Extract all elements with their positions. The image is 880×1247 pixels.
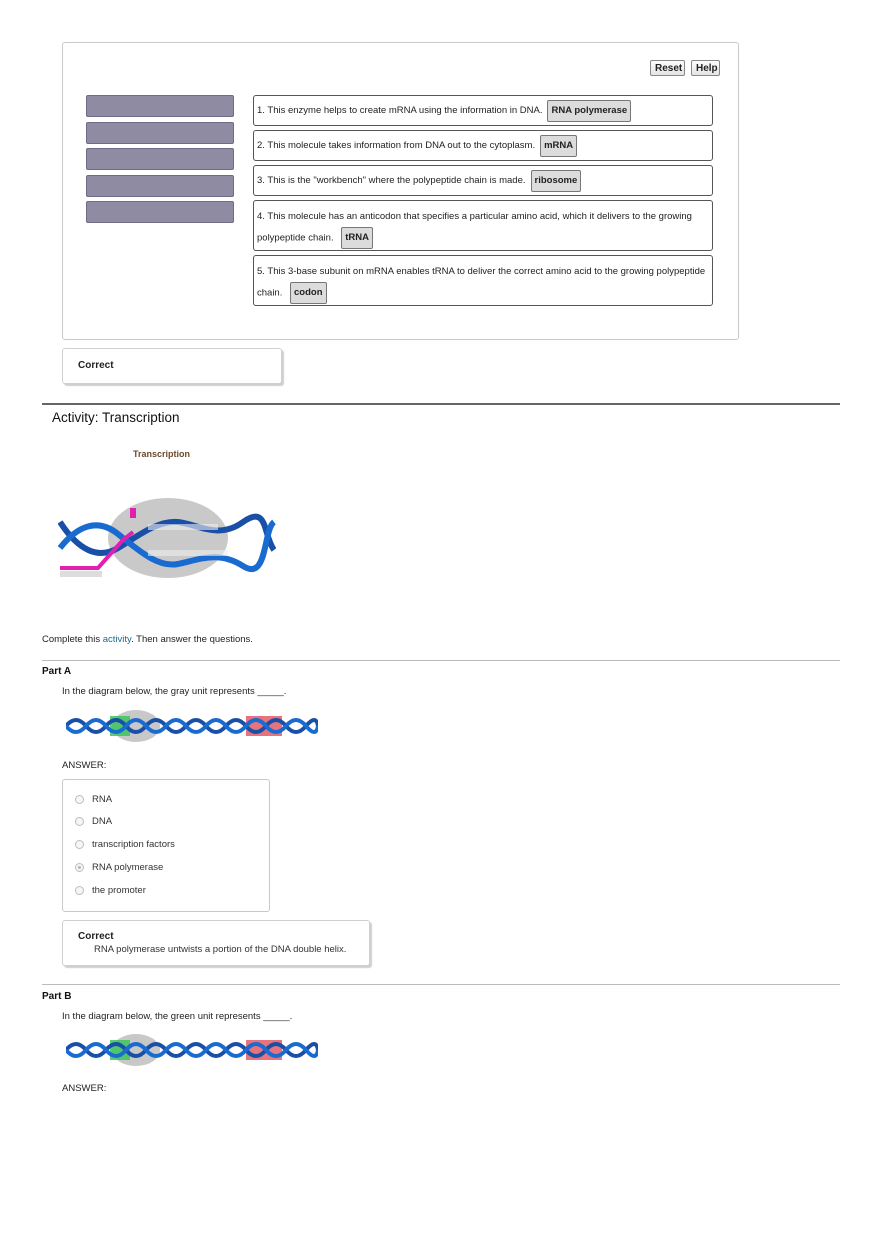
drop-target-2[interactable]	[253, 130, 713, 161]
activity-link[interactable]: activity	[102, 634, 132, 645]
option-promoter[interactable]: the promoter	[75, 885, 146, 896]
part-b-question: In the diagram below, the green unit represents _____.	[62, 1011, 293, 1022]
dna-strip	[66, 710, 318, 742]
radio-icon[interactable]	[75, 817, 84, 826]
answer-label: ANSWER:	[62, 760, 107, 771]
answer-options	[62, 779, 270, 912]
dna-strip	[66, 1034, 318, 1066]
image-title: Transcription	[133, 449, 191, 459]
transcription-activity-image[interactable]	[58, 440, 276, 590]
answer-chip[interactable]: codon	[290, 282, 327, 304]
dna-diagram-part-b	[66, 1034, 318, 1066]
drop-target-4[interactable]	[253, 200, 713, 251]
label-slot[interactable]	[86, 175, 234, 197]
answer-chip[interactable]: tRNA	[341, 227, 373, 249]
label-slot[interactable]	[86, 122, 234, 144]
part-divider	[42, 660, 840, 661]
target-text: 5. This 3-base subunit on mRNA enables tRNA to deliver the correct amino acid to the growing polypeptide chain.	[257, 266, 706, 299]
option-transcription-factors[interactable]: transcription factors	[75, 839, 175, 850]
rna-nucleotide	[130, 508, 136, 518]
feedback-title: Correct	[78, 931, 114, 942]
help-button[interactable]: Help	[691, 60, 720, 76]
answer-chip[interactable]: mRNA	[540, 135, 577, 157]
radio-icon[interactable]	[75, 840, 84, 849]
activity-heading: Activity: Transcription	[52, 410, 180, 425]
part-a-question: In the diagram below, the gray unit represents _____.	[62, 686, 287, 697]
part-a-label: Part A	[42, 666, 72, 677]
dna-diagram-part-a	[66, 710, 318, 742]
answer-chip[interactable]: ribosome	[531, 170, 582, 192]
target-text: 3. This is the "workbench" where the polypeptide chain is made.	[257, 175, 526, 186]
radio-selected-icon[interactable]	[75, 863, 84, 872]
target-text: 4. This molecule has an anticodon that specifies a particular amino acid, which it delivers to the growing polypeptide chain.	[257, 211, 692, 244]
drop-target-5[interactable]	[253, 255, 713, 306]
part-divider	[42, 984, 840, 985]
activity-instructions: Complete this activity. Then answer the questions.	[42, 634, 253, 645]
part-a-feedback	[62, 920, 370, 966]
answer-chip[interactable]: RNA polymerase	[547, 100, 631, 122]
drop-target-1[interactable]	[253, 95, 713, 126]
section-divider	[42, 403, 840, 405]
label-slot[interactable]	[86, 95, 234, 117]
feedback-title: Correct	[78, 360, 114, 371]
target-text: 1. This enzyme helps to create mRNA using the information in DNA.	[257, 105, 543, 116]
radio-icon[interactable]	[75, 795, 84, 804]
label-slot[interactable]	[86, 148, 234, 170]
option-rna[interactable]: RNA	[75, 794, 112, 805]
label-slot[interactable]	[86, 201, 234, 223]
reset-button[interactable]: Reset	[650, 60, 685, 76]
target-text: 2. This molecule takes information from DNA out to the cytoplasm.	[257, 140, 536, 151]
feedback-box	[62, 348, 282, 384]
transcription-diagram	[58, 440, 276, 590]
part-b-label: Part B	[42, 991, 72, 1002]
drop-target-3[interactable]	[253, 165, 713, 196]
radio-icon[interactable]	[75, 886, 84, 895]
feedback-text: RNA polymerase untwists a portion of the DNA double helix.	[94, 944, 347, 955]
option-rna-polymerase[interactable]: RNA polymerase	[75, 862, 163, 873]
answer-label: ANSWER:	[62, 1083, 107, 1094]
option-dna[interactable]: DNA	[75, 816, 112, 827]
